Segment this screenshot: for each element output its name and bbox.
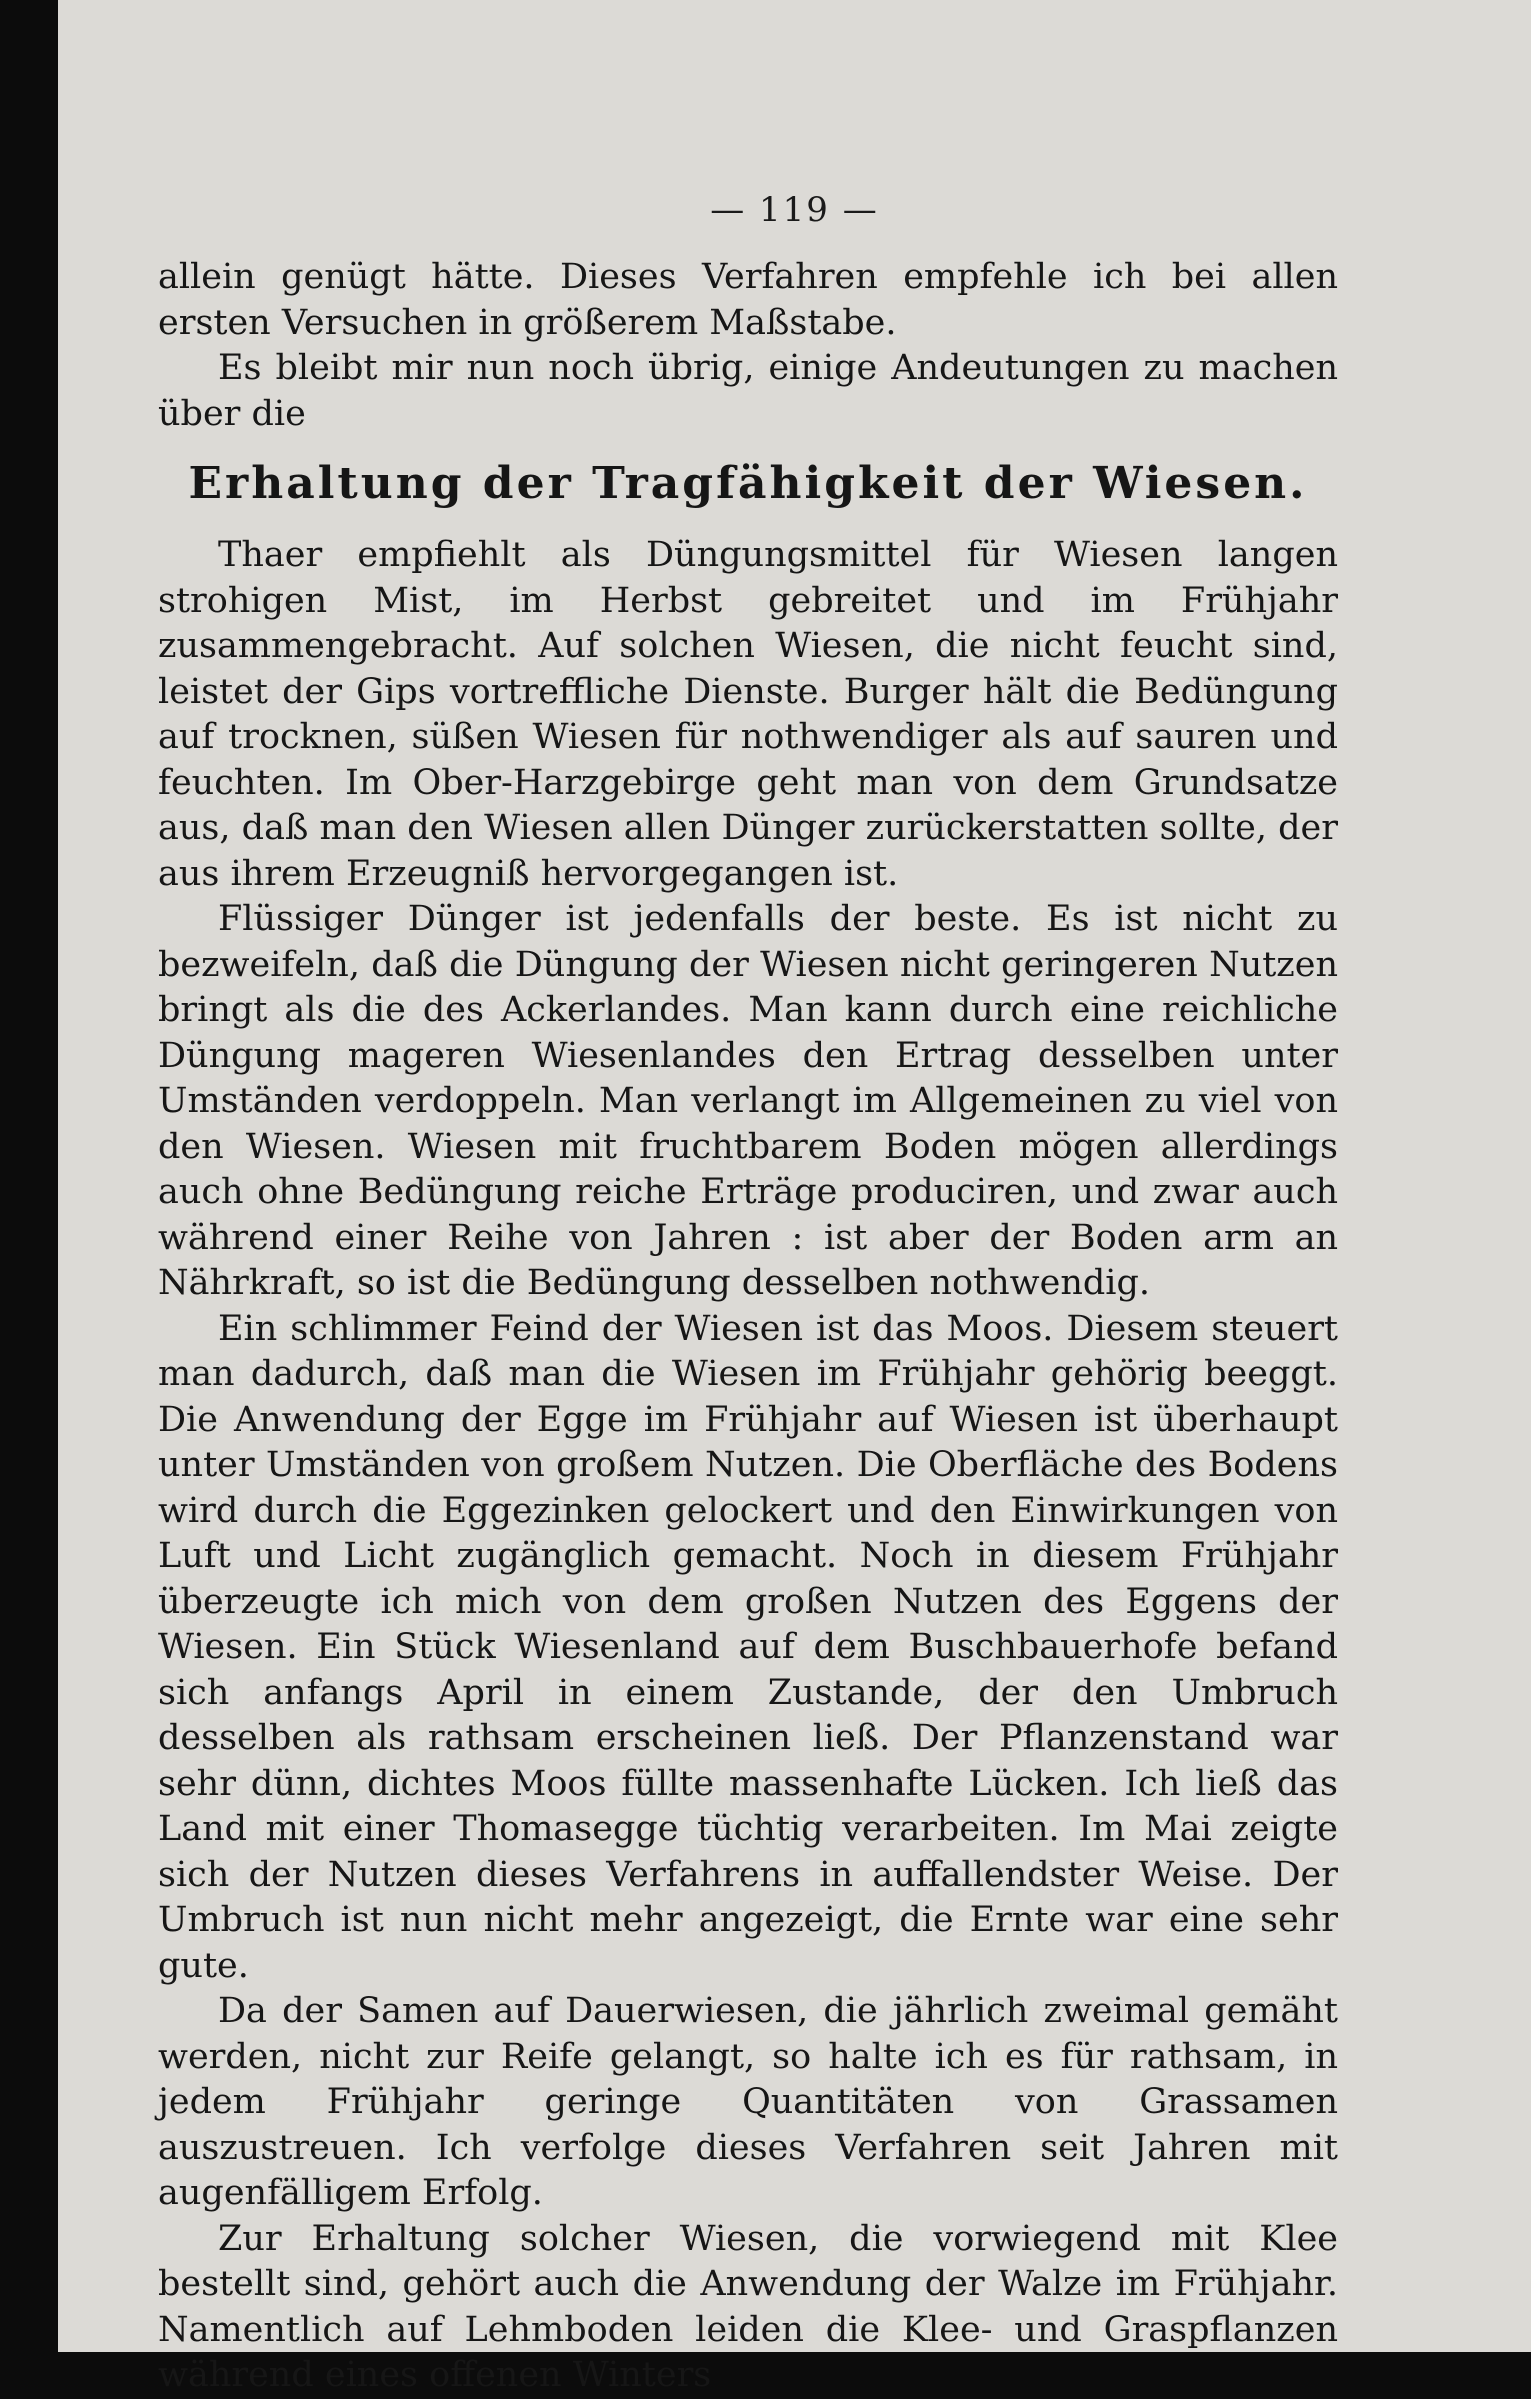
paragraph: Da der Samen auf Dauerwiesen, die jährlich zweimal gemäht werden, nicht zur Reife gelangt, so halte ich es für rathsam, in jedem Frühjahr geringe Quantitäten von Grassamen auszustreuen. Ich verfolge dieses Verfahren seit Jahren mit augenfälligem Erfolg.: [158, 1991, 1338, 2213]
paragraph: Zur Erhaltung solcher Wiesen, die vorwiegend mit Klee bestellt sind, gehört auch die Anwendung der Walze im Frühjahr. Namentlich auf Lehmboden leiden die Klee- und Graspflanzen während eines offenen Winters: [158, 2218, 1338, 2395]
paragraph-intro: Es bleibt mir nun noch übrig, einige Andeutungen zu machen über die: [158, 348, 1338, 434]
paragraph: Ein schlimmer Feind der Wiesen ist das Moos. Diesem steuert man dadurch, daß man die Wiesen im Frühjahr gehörig beeggt. Die Anwendung der Egge im Frühjahr auf Wiesen ist überhaupt unter Umständen von großem Nutzen. Die Oberfläche des Bodens wird durch die Eggezinken gelockert und den Einwirkungen von Luft und Licht zugänglich gemacht. Noch in diesem Frühjahr überzeugte ich mich von dem großen Nutzen des Eggens der Wiesen. Ein Stück Wiesenland auf dem Buschbauerhofe befand sich anfangs April in einem Zustande, der den Umbruch desselben als rathsam erscheinen ließ. Der Pflanzenstand war sehr dünn, dichtes Moos füllte massenhafte Lücken. Ich ließ das Land mit einer Thomasegge tüchtig verarbeiten. Im Mai zeigte sich der Nutzen dieses Verfahrens in auffallendster Weise. Der Umbruch ist nun nicht mehr angezeigt, die Ernte war eine sehr gute.: [158, 1308, 1338, 1986]
page-number: — 119 —: [710, 190, 879, 230]
paragraph: Flüssiger Dünger ist jedenfalls der beste. Es ist nicht zu bezweifeln, daß die Düngung der Wiesen nicht geringeren Nutzen bringt als die des Ackerlandes. Man kann durch eine reichliche Düngung mageren Wiesenlandes den Ertrag desselben unter Umständen verdoppeln. Man verlangt im Allgemeinen zu viel von den Wiesen. Wiesen mit fruchtbarem Boden mögen allerdings auch ohne Bedüngung reiche Erträge produciren, und zwar auch während einer Reihe von Jahren : ist aber der Boden arm an Nährkraft, so ist die Bedüngung desselben nothwendig.: [158, 899, 1338, 1303]
book-page: [58, 0, 1531, 2395]
page-body: [158, 255, 1338, 2399]
paragraph-continuation: allein genügt hätte. Dieses Verfahren empfehle ich bei allen ersten Versuchen in größerem Maßstabe.: [158, 257, 1338, 343]
paragraph: Thaer empfiehlt als Düngungsmittel für Wiesen langen strohigen Mist, im Herbst gebreitet und im Frühjahr zusammengebracht. Auf solchen Wiesen, die nicht feucht sind, leistet der Gips vortreffliche Dienste. Burger hält die Bedüngung auf trocknen, süßen Wiesen für nothwendiger als auf sauren und feuchten. Im Ober-Harzgebirge geht man von dem Grundsatze aus, daß man den Wiesen allen Dünger zurückerstatten sollte, der aus ihrem Erzeugniß hervorgegangen ist.: [158, 535, 1338, 894]
section-heading: Erhaltung der Tragfähigkeit der Wiesen.: [188, 458, 1308, 509]
